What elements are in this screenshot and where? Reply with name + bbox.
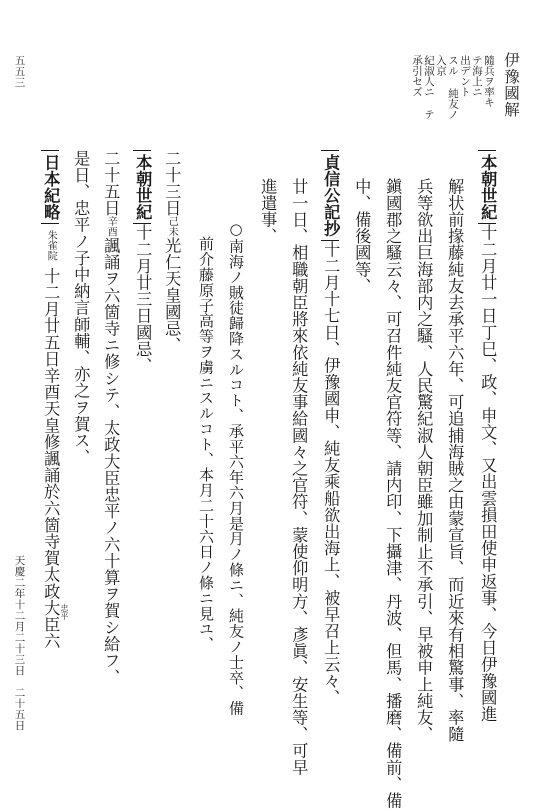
text-col-4	[383, 178, 403, 809]
running-title: 伊豫國解	[502, 52, 520, 118]
date-label: 二十三日	[162, 150, 182, 217]
text-col-7	[289, 178, 309, 776]
text-col-15	[41, 150, 59, 649]
text-col-11	[162, 150, 182, 354]
side-note-6: 入京	[435, 55, 447, 76]
interlinear-gloss	[60, 604, 68, 620]
entry-text: 進遣事、	[258, 178, 278, 245]
source-annotation: 朱雀院	[45, 230, 57, 262]
text-col-9	[228, 220, 243, 716]
text-col-3	[414, 178, 434, 743]
entry-text: 十二月廿五日辛酉天皇修諷誦於六箇寺賀太政大臣六	[41, 267, 61, 650]
side-note-col-1	[483, 55, 494, 108]
entry-text: 中、備後國等、	[352, 178, 372, 295]
entry-text: 鎭國郡之騷云々、可召件純友官符等、請内印、下攝津、丹波、但馬、播磨、備前、備	[383, 178, 403, 809]
source-heading-nihon-kiryaku: 日本紀略	[41, 150, 59, 224]
text-col-1	[478, 150, 496, 722]
side-note-1: 隨兵ヲ率キ	[483, 55, 495, 108]
source-heading-honcho-seiki-2: 本朝世紀	[133, 150, 151, 224]
side-note-col-2	[471, 55, 482, 97]
entry-text: 十二月十七日、伊豫國申、純友乘船欲出海上、被早召上云々、	[321, 241, 341, 706]
side-note-col-5	[435, 55, 446, 76]
entry-text: 解状前掾藤純友去承平六年、可追捕海賊之由蒙宣旨、而近來有相驚事、率隨	[445, 178, 465, 743]
kanshi-label: 辛酉	[105, 216, 117, 238]
side-note-col-3	[459, 55, 470, 97]
page-number: 五五三	[13, 55, 26, 88]
side-note-5: 純友ノ	[447, 88, 459, 120]
text-col-8	[258, 178, 278, 245]
side-note-4: スル	[447, 55, 459, 76]
text-col-13	[101, 150, 121, 686]
side-note-8: テ	[423, 109, 435, 120]
source-heading-honcho-seiki: 本朝世紀	[478, 150, 496, 224]
gloss-text: 忠平	[60, 604, 69, 620]
editorial-note: ○南海ノ賊徒歸降スルコト、承平六年六月是月ノ條ニ、純友ノ士卒、備	[227, 220, 245, 716]
text-col-5	[352, 178, 372, 295]
text-col-6	[321, 150, 339, 706]
entry-text: 是日、忠平ノ子中納言師輔、亦之ヲ賀ス、	[71, 150, 91, 466]
entry-text: 兵等欲出巨海部内之騷、人民驚紀淑人朝臣雖加制止不承引、早被申上純友、	[414, 178, 434, 743]
text-col-12	[133, 150, 151, 374]
entry-text: 光仁天皇國忌、	[162, 237, 182, 354]
date-label: 二十五日	[101, 150, 121, 217]
entry-text: 十二月廿三日國忌、	[133, 224, 153, 374]
side-note-col-7	[411, 55, 422, 97]
side-note-2: テ海上ニ	[471, 55, 483, 97]
text-col-10	[198, 236, 213, 652]
kanshi-label: 己未	[166, 216, 178, 238]
side-note-col-6	[423, 55, 434, 120]
editorial-note: 前介藤原子高等ヲ虜ニスルコト、本月二十六日ノ條ニ見ユ、	[197, 236, 215, 652]
entry-text: 十二月廿一日丁巳、政、申文、又出雲損田使申返事、今日伊豫國進	[478, 224, 498, 723]
footer-era-date: 天慶二年十二月二十三日 二十五日	[13, 555, 26, 731]
side-note-7: 紀淑人ニ	[423, 55, 435, 97]
text-col-14	[71, 150, 91, 466]
entry-text: 諷誦ヲ六箇寺ニ修シテ、太政大臣忠平ノ六十算ヲ賀シ給フ、	[101, 237, 121, 686]
side-note-3: 出デント	[459, 55, 471, 97]
side-note-9: 承引セズ	[411, 55, 423, 97]
source-heading-teishinkoki: 貞信公記抄	[321, 150, 339, 241]
side-note-col-4	[447, 55, 458, 120]
text-col-2	[445, 178, 465, 743]
entry-text: 廿一日、相職朝臣將來依純友事給國々之官符、蒙使仰明方、彥眞、安生等、可早	[289, 178, 309, 776]
